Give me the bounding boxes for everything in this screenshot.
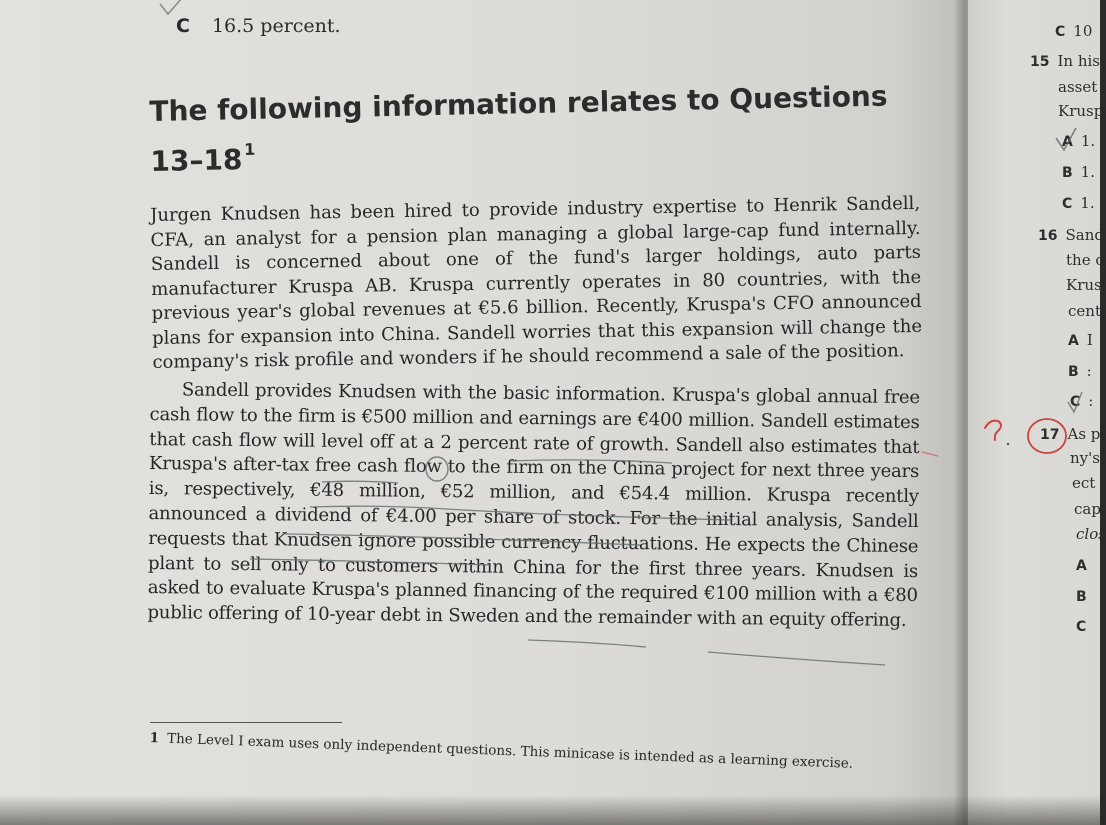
right-page-line xyxy=(1058,78,1097,96)
right-page-line xyxy=(1062,194,1095,212)
fragment-text: Krus xyxy=(1066,276,1102,294)
right-page-line xyxy=(1030,52,1100,70)
right-page xyxy=(968,0,1100,825)
right-page-line xyxy=(1076,556,1087,574)
fragment-text: In his xyxy=(1057,52,1100,70)
question-number: 16 xyxy=(1038,228,1058,244)
answer-text: 16.5 percent. xyxy=(211,15,341,37)
fragment-text: : xyxy=(1088,392,1094,410)
right-page-line xyxy=(1074,500,1101,518)
right-page-line xyxy=(1040,425,1100,443)
option-letter: A xyxy=(1076,558,1087,574)
right-page-line xyxy=(1076,525,1106,543)
right-page-line xyxy=(1072,474,1095,492)
fragment-text: ect xyxy=(1072,474,1096,492)
fragment-text: ny's xyxy=(1070,449,1100,467)
right-page-line xyxy=(1058,102,1103,120)
option-letter: B xyxy=(1068,364,1079,380)
fragment-text: asset xyxy=(1058,78,1098,96)
option-letter: C xyxy=(1062,196,1073,212)
answer-option-c xyxy=(176,15,341,37)
fragment-text: the c xyxy=(1066,251,1104,269)
heading-question-range: 13–18 xyxy=(150,143,243,178)
right-page-line xyxy=(1070,449,1100,467)
right-page-line xyxy=(1066,276,1102,294)
fragment-text: 10 xyxy=(1073,22,1093,40)
right-page-line xyxy=(1062,132,1095,150)
answer-letter: C xyxy=(176,15,190,37)
right-page-line xyxy=(1055,22,1092,40)
paragraph-1: Jurgen Knudsen has been hired to provide industry expertise to Henrik Sandell, CFA, an analyst for a pension plan managing a global large-cap fund internally. Sandell is concerned about one of the fund's larger holdings, auto parts manufacturer Kruspa AB. Kruspa currently operates in 80 countries, with the previous year's global revenues at €5.6 billion. Recently, Kruspa's CFO announced plans for expansion into China. Sandell worries that this expansion will change the company's risk profile and wonders if he should recommend a sale of the position. xyxy=(150,192,923,373)
option-letter: B xyxy=(1062,165,1073,181)
fragment-text: I xyxy=(1086,331,1093,349)
fragment-text: clos xyxy=(1076,525,1106,543)
fragment-text: 1. xyxy=(1080,163,1095,181)
fragment-text: : xyxy=(1086,362,1092,380)
right-page-line xyxy=(1070,392,1093,410)
question-number: 17 xyxy=(1040,427,1060,443)
option-letter: C xyxy=(1070,394,1081,410)
fragment-text: Sand xyxy=(1065,226,1104,244)
fragment-text: As p xyxy=(1067,425,1101,443)
option-letter: B xyxy=(1076,589,1087,605)
right-page-line xyxy=(1038,226,1104,244)
fragment-text: 1. xyxy=(1080,132,1096,150)
right-page-line xyxy=(1068,302,1101,320)
right-page-line xyxy=(1068,331,1093,349)
option-letter: A xyxy=(1068,333,1079,349)
right-page-line xyxy=(1076,587,1087,605)
right-page-line xyxy=(1062,163,1095,181)
fragment-text: Krusp xyxy=(1058,102,1104,120)
right-page-line xyxy=(1066,251,1104,269)
footnote-text: The Level I exam uses only independent questions. This minicase is intended as a learning exercise. xyxy=(166,730,854,772)
bottom-shadow xyxy=(0,795,1100,825)
heading-line-1: The following information relates to Questions xyxy=(149,79,888,128)
right-page-line xyxy=(1076,617,1086,635)
question-number: 15 xyxy=(1030,54,1050,70)
fragment-text: cap xyxy=(1074,500,1101,518)
paragraph-2: Sandell provides Knudsen with the basic information. Kruspa's global annual free cash flow to the firm is €500 million and earnings are €400 million. Sandell estimates that cash flow will level off at a 2 percent rate of growth. Sandell also estimates that Kruspa's after-tax free cash flow to the firm on the China project for next three years is, respectively, €48 million, €52 million, and €54.4 million. Kruspa recently announced a dividend of €4.00 per share of stock. For the initial analysis, Sandell requests that Knudsen ignore possible currency fluctuations. He expects the Chinese plant to sell only to customers within China for the first three years. Knudsen is asked to evaluate Kruspa's planned financing of the required €100 million with a €80 public offering of 10-year debt in Sweden and the remainder with an equity offering. xyxy=(147,378,920,631)
footnote-reference: 1 xyxy=(243,139,256,160)
option-letter: A xyxy=(1062,134,1073,150)
footnote-rule xyxy=(150,722,342,723)
section-heading xyxy=(149,76,911,182)
case-body xyxy=(147,192,923,631)
fragment-text: cent xyxy=(1068,302,1101,320)
right-page-line xyxy=(1068,362,1092,380)
option-letter: C xyxy=(1076,619,1087,635)
option-letter: C xyxy=(1055,24,1066,40)
fragment-text: 1. xyxy=(1080,194,1095,212)
footnote-number: 1 xyxy=(149,730,160,747)
